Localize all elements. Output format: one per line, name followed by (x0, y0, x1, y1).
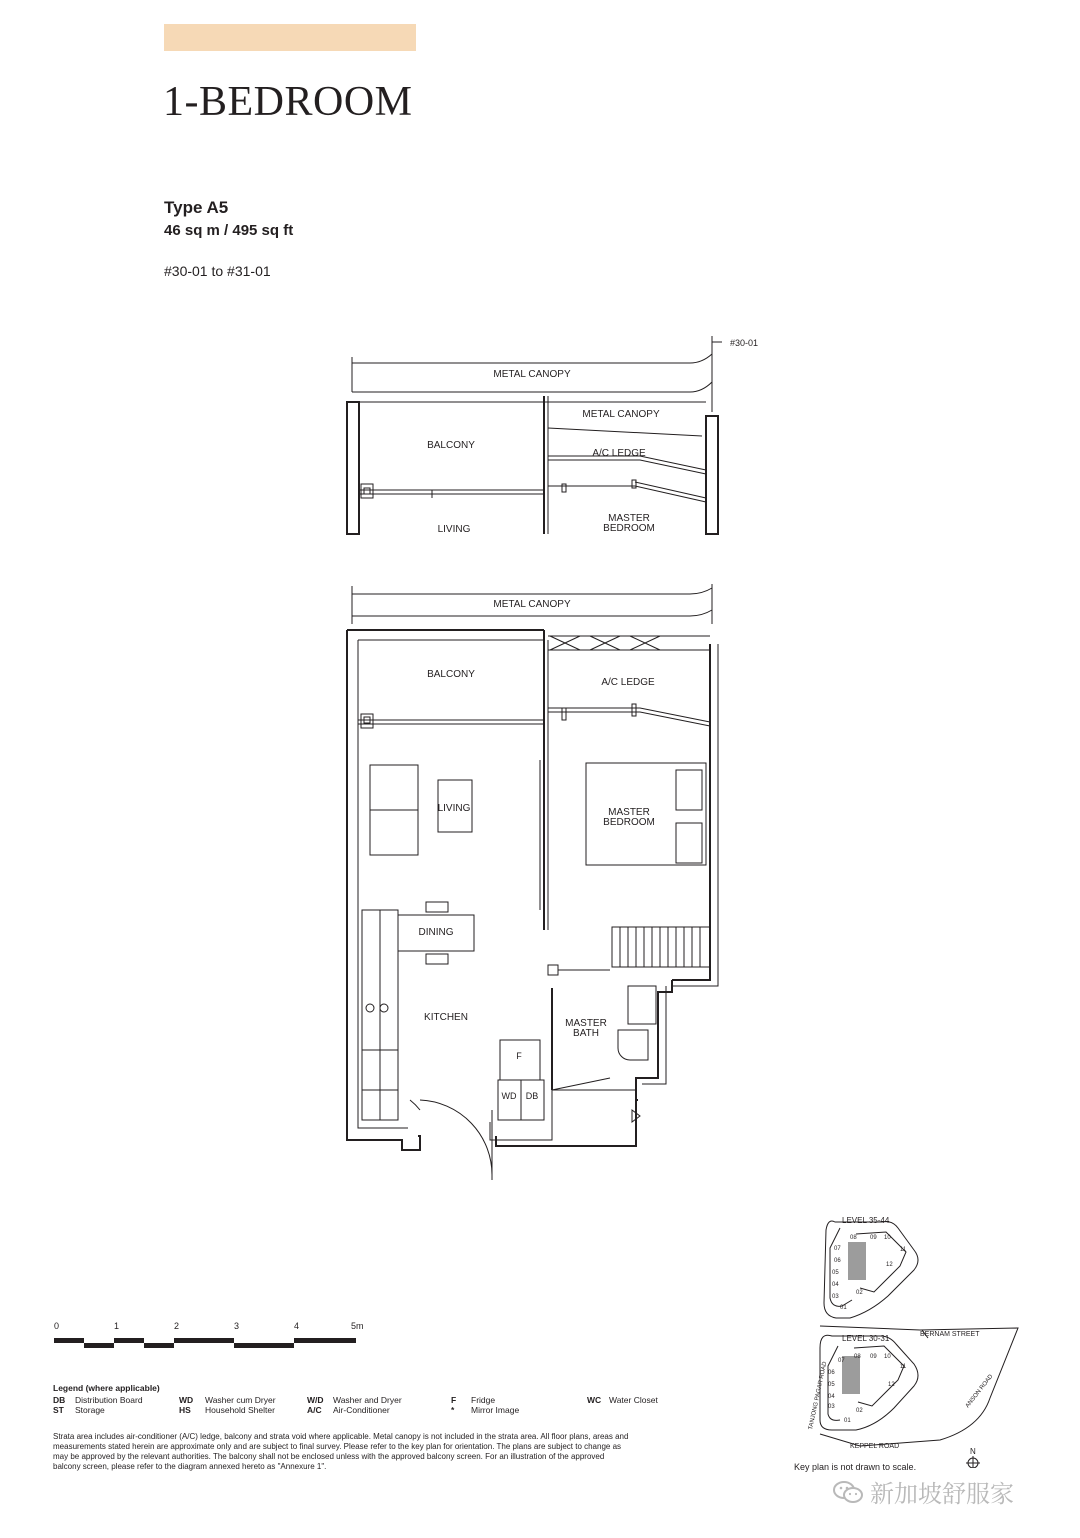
master-bath-label-1: MASTER (565, 1018, 607, 1029)
legend-abbr: HS (179, 1405, 191, 1415)
kitchen-label: KITCHEN (424, 1012, 468, 1023)
master-bath-label-2: BATH (573, 1028, 599, 1039)
keyplan-unit: 03 (828, 1404, 835, 1410)
scale-tick-3: 3 (234, 1321, 240, 1331)
keyplan-upper-level: LEVEL 35-44 (842, 1216, 890, 1225)
unit-range: #30-01 to #31-01 (164, 263, 271, 279)
db-label: DB (525, 1091, 539, 1101)
keyplan-unit: 09 (870, 1354, 877, 1360)
legend-abbr: WD (179, 1395, 194, 1405)
keyplan-unit: 06 (834, 1258, 841, 1264)
accent-bar (164, 24, 416, 51)
legend-text: Fridge (471, 1395, 496, 1405)
keyplan-unit: 09 (870, 1235, 877, 1241)
keyplan-unit: 11 (900, 1247, 907, 1253)
legend-abbr: * (451, 1405, 455, 1415)
legend-abbr: ST (53, 1405, 64, 1415)
legend-text: Washer cum Dryer (205, 1395, 276, 1405)
scale-tick-0: 0 (54, 1321, 60, 1331)
keyplan-unit: 10 (884, 1235, 891, 1241)
keyplan-lower-level: LEVEL 30-31 (842, 1334, 890, 1343)
legend-text: Mirror Image (471, 1405, 520, 1415)
keyplan-unit: 08 (854, 1354, 861, 1360)
keyplan-unit: 08 (850, 1235, 857, 1241)
keyplan-note: Key plan is not drawn to scale. (794, 1462, 917, 1472)
master-bedroom-label-2: BEDROOM (603, 523, 655, 534)
scale-tick-4: 4 (294, 1321, 300, 1331)
legend-title: Legend (where applicable) (53, 1383, 160, 1393)
wd-label: WD (501, 1091, 517, 1101)
ac-ledge-label: A/C LEDGE (601, 677, 655, 688)
living-label: LIVING (437, 524, 471, 535)
floor-plan-main (340, 580, 740, 1200)
keyplan-unit: 05 (828, 1382, 835, 1388)
wechat-icon (832, 1480, 864, 1504)
keyplan-unit: 06 (828, 1370, 835, 1376)
keyplan-unit: 04 (832, 1282, 839, 1288)
legend-text: Household Shelter (205, 1405, 275, 1415)
unit-type: Type A5 (164, 198, 229, 217)
scale-tick-1: 1 (114, 1321, 120, 1331)
legend-abbr: A/C (307, 1405, 322, 1415)
keyplan-unit: 01 (844, 1418, 851, 1424)
road-keppel: KEPPEL ROAD (850, 1443, 900, 1450)
north-arrow-icon (966, 1456, 980, 1468)
road-bernam-street: BERNAM STREET (920, 1331, 980, 1338)
road-tanjong-pagar: TANJONG PAGAR ROAD (808, 1361, 829, 1431)
legend-abbr: WC (587, 1395, 602, 1405)
keyplan-unit: 12 (886, 1262, 893, 1268)
legend-text: Distribution Board (75, 1395, 143, 1405)
fridge-label: F (516, 1051, 522, 1061)
ac-ledge-label: A/C LEDGE (592, 448, 646, 459)
page-title: 1-BEDROOM (163, 79, 413, 125)
north-label: N (970, 1447, 976, 1456)
dining-label: DINING (418, 927, 454, 938)
master-bedroom-label-2: BEDROOM (603, 817, 655, 828)
metal-canopy-label: METAL CANOPY (493, 369, 571, 380)
master-bedroom-label-1: MASTER (608, 807, 650, 818)
key-plan (790, 1208, 1030, 1468)
legend-text: Storage (75, 1405, 105, 1415)
legend-text: Washer and Dryer (333, 1395, 402, 1405)
disclaimer-notes: Strata area includes air-conditioner (A/C) ledge, balcony and strata void where applicable. Metal canopy is not included in the strata area. All floor plans, areas and measurements stated herein are approximate only and are subject to final survey. Please refer to the key plan for orientation. The plans are subject to change as may be approved by the relevant authorities. The balcony shall not be enclosed unless with the approved balcony screen. For an illustration of the approved balcony screen, please refer to the diagram annexed hereto as "Annexure 1". (53, 1432, 629, 1471)
metal-canopy-label-2: METAL CANOPY (582, 409, 660, 420)
watermark (832, 1474, 1014, 1509)
unit-ref-label: #30-01 (730, 338, 759, 348)
legend-abbr: DB (53, 1395, 66, 1405)
scale-tick-2: 2 (174, 1321, 180, 1331)
legend-abbr: W/D (307, 1395, 324, 1405)
keyplan-unit: 03 (832, 1294, 839, 1300)
keyplan-unit: 12 (888, 1382, 895, 1388)
master-bedroom-label-1: MASTER (608, 513, 650, 524)
legend-text: Water Closet (609, 1395, 658, 1405)
balcony-label: BALCONY (427, 440, 475, 451)
balcony-label: BALCONY (427, 669, 475, 680)
scale-bar (52, 1318, 382, 1358)
legend-abbr: F (451, 1395, 457, 1405)
keyplan-unit: 04 (828, 1394, 835, 1400)
scale-tick-5: 5m (351, 1321, 364, 1331)
watermark-text: 新加坡舒服家 (870, 1481, 1014, 1508)
keyplan-unit: 02 (856, 1408, 863, 1414)
keyplan-unit: 07 (834, 1246, 841, 1252)
legend-text: Air-Conditioner (333, 1405, 390, 1415)
metal-canopy-label: METAL CANOPY (493, 599, 571, 610)
road-anson: ANSON ROAD (964, 1373, 995, 1410)
unit-area: 46 sq m / 495 sq ft (164, 222, 294, 239)
legend (53, 1383, 689, 1415)
living-label: LIVING (437, 803, 471, 814)
floor-plan-top (340, 330, 780, 540)
keyplan-unit: 01 (840, 1305, 847, 1311)
keyplan-unit: 02 (856, 1290, 863, 1296)
keyplan-unit: 05 (832, 1270, 839, 1276)
keyplan-unit: 11 (900, 1364, 907, 1370)
keyplan-unit: 10 (884, 1354, 891, 1360)
keyplan-unit: 07 (838, 1358, 845, 1364)
